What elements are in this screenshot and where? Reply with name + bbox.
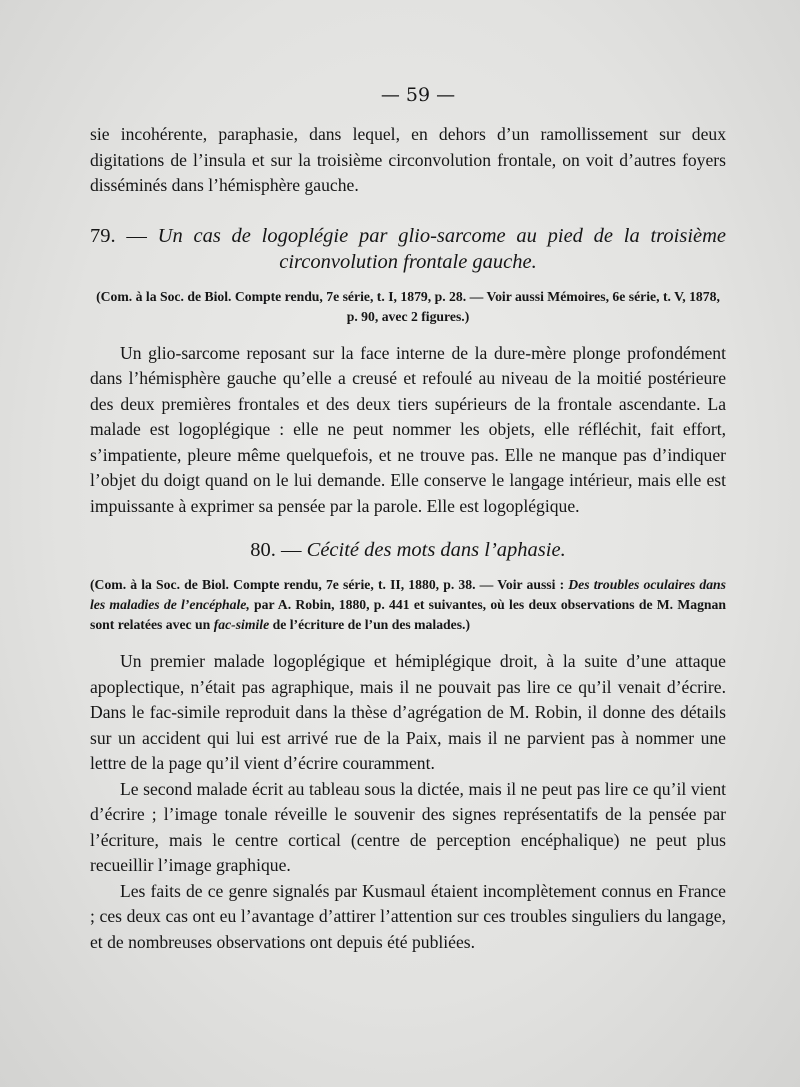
section-80-paragraph-2: Le second malade écrit au tableau sous la dictée, mais il ne peut pas lire ce qu’il vient d’écrire ; l’image tonale réveille le souvenir des signes représentatifs de la pensée par l’écriture, mais le centre cortical (centre de perception encéphalique) ne peut plus recueillir l’image graphique. [90,778,726,875]
section-79-title: Un cas de logoplégie par glio-sarcome au pied de la troisième circonvolution frontale gauche. [157,224,727,273]
section-80-heading [90,537,726,563]
section-79-number: 79. — [90,224,147,247]
section-80-reference-mid: par A. Robin, 1880, p. 441 et suivantes, où les deux observations de M. Magnan sont relatées avec un [90,597,727,632]
page-number: — 59 — [380,84,456,106]
section-79-reference: (Com. à la Soc. de Biol. Compte rendu, 7e série, t. I, 1879, p. 28. — Voir aussi Mémoires, 6e série, t. V, 1878, p. 90, avec 2 figures.) [96,288,720,324]
section-80-number: 80. — [250,539,302,561]
intro-paragraph [90,122,726,199]
section-79-body: Un glio-sarcome reposant sur la face interne de la dure-mère plonge profondément dans l’hémisphère gauche qu’elle a creusé et refoulé au niveau de la moitié postérieure des deux premières frontales et des deux tiers supérieurs de la frontale ascendante. La malade est logoplégique : elle ne peut nommer les objets, elle réfléchit, fait effort, s’impatiente, pleure même quelquefois, et ne trouve pas. Elle ne manque pas d’indiquer l’objet du doigt quand on le lui demande. Elle conserve le langage intérieur, mais elle est impuissante à exprimer sa pensée par la parole. Elle est logoplégique. [90,342,726,516]
section-80-paragraph-1: Un premier malade logoplégique et hémiplégique droit, à la suite d’une attaque apoplectique, n’était pas agraphique, mais il ne pouvait pas lire ce qu’il venait d’écrire. Dans le fac-simile reproduit dans la thèse d’agrégation de M. Robin, il donne des détails sur un accident qui lui est arrivé rue de la Paix, mais il ne parvient pas à nommer une lettre de la page qu’il vient d’écrire couramment. [90,651,726,773]
intro-paragraph-text: sie incohérente, paraphasie, dans lequel, en dehors d’un ramollissement sur deux digitations de l’insula et sur la troisième circonvolution frontale, on voit d’autres foyers disséminés dans l’hémisphère gauche. [90,124,726,195]
section-80-reference-italic-2: fac-simile [213,617,270,632]
section-79-heading [90,223,726,275]
section-80-title: Cécité des mots dans l’aphasie. [306,539,566,561]
section-80-paragraph-3: Les faits de ce genre signalés par Kusmaul étaient incomplètement connus en France ; ces deux cas ont eu l’avantage d’attirer l’attention sur ces troubles singuliers du langage, et de nombreuses observations ont depuis été publiées. [90,880,726,952]
section-80-reference-start: (Com. à la Soc. de Biol. Compte rendu, 7e série, t. II, 1880, p. 38. — Voir aussi : [90,577,569,592]
section-80-reference [90,575,726,635]
section-80-reference-italic: Des troubles oculaires dans les maladies de l’encéphale, [90,577,726,612]
section-80-reference-end: de l’écriture de l’un des malades.) [269,617,471,632]
